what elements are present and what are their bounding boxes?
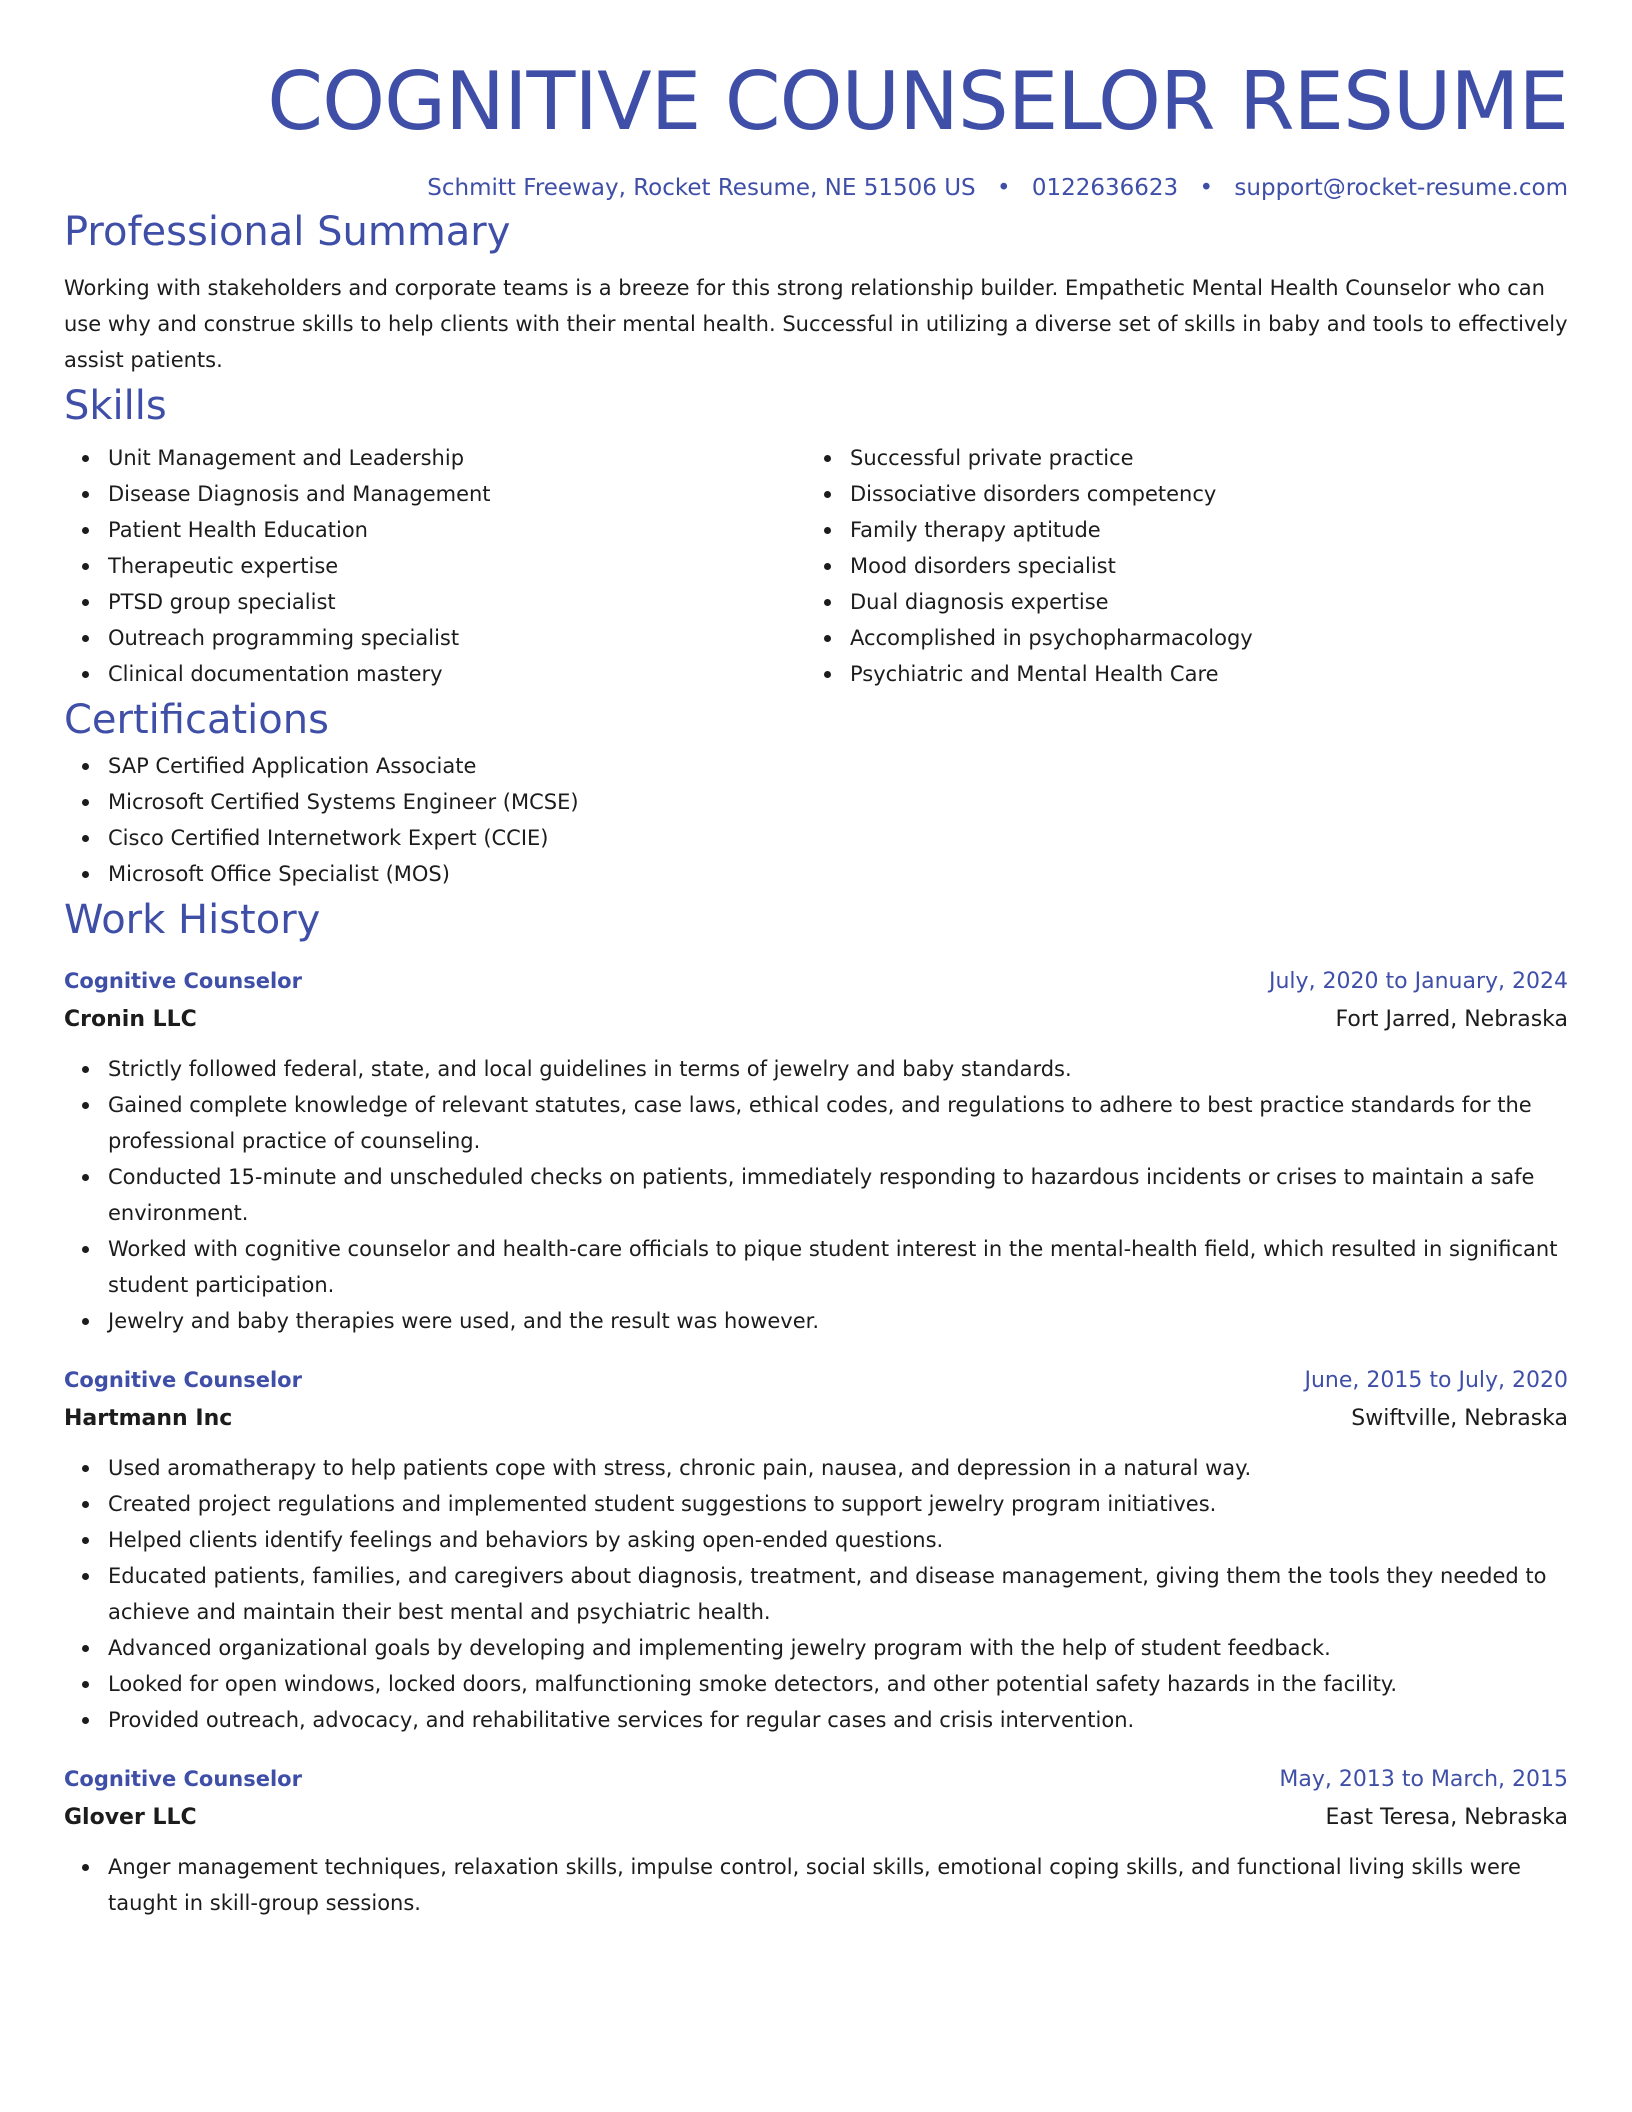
summary-heading: Professional Summary [64, 209, 511, 255]
certifications-list [64, 748, 1568, 892]
job-location: East Teresa, Nebraska [1325, 1805, 1568, 1830]
job-dates: July, 2020 to January, 2024 [1269, 969, 1568, 994]
certifications-heading: Certifications [64, 697, 329, 743]
job-bullet: Educated patients, families, and caregivers about diagnosis, treatment, and disease management, giving them the tools they needed to achieve and maintain their best mental and psychiatric health. [108, 1558, 1568, 1630]
job-entry [64, 1361, 1568, 1738]
job-title: Cognitive Counselor [64, 1767, 302, 1791]
job-title: Cognitive Counselor [64, 1368, 302, 1392]
job-location: Fort Jarred, Nebraska [1335, 1007, 1568, 1032]
skill-item: Mood disorders specialist [850, 548, 1548, 584]
skill-item: Outreach programming specialist [108, 620, 806, 656]
certification-item: Cisco Certified Internetwork Expert (CCIE) [108, 820, 1568, 856]
job-bullet: Created project regulations and implemented student suggestions to support jewelry program initiatives. [108, 1486, 1568, 1522]
job-bullet: Used aromatherapy to help patients cope with stress, chronic pain, nausea, and depression in a natural way. [108, 1450, 1568, 1486]
skill-item: Accomplished in psychopharmacology [850, 620, 1548, 656]
skills-column-left [64, 440, 806, 692]
job-dates: May, 2013 to March, 2015 [1279, 1767, 1568, 1792]
skills-list-left [64, 440, 806, 692]
job-bullet: Anger management techniques, relaxation skills, impulse control, social skills, emotional coping skills, and functional living skills were taught in skill-group sessions. [108, 1849, 1568, 1921]
skills-list-right [806, 440, 1548, 692]
skill-item: Clinical documentation mastery [108, 656, 806, 692]
job-bullet: Helped clients identify feelings and behaviors by asking open-ended questions. [108, 1522, 1568, 1558]
skill-item: PTSD group specialist [108, 584, 806, 620]
certification-item: Microsoft Certified Systems Engineer (MCSE) [108, 784, 1568, 820]
skills-columns [64, 440, 1568, 692]
skill-item: Psychiatric and Mental Health Care [850, 656, 1548, 692]
job-bullet: Strictly followed federal, state, and local guidelines in terms of jewelry and baby standards. [108, 1051, 1568, 1087]
job-bullet: Conducted 15-minute and unscheduled checks on patients, immediately responding to hazardous incidents or crises to maintain a safe environment. [108, 1159, 1568, 1231]
skill-item: Dissociative disorders competency [850, 476, 1548, 512]
address-text: Schmitt Freeway, Rocket Resume, NE 51506 US [427, 175, 976, 201]
job-bullet: Jewelry and baby therapies were used, and the result was however. [108, 1303, 1568, 1339]
work-history-heading: Work History [64, 897, 321, 943]
job-bullet: Provided outreach, advocacy, and rehabilitative services for regular cases and crisis intervention. [108, 1702, 1568, 1738]
summary-text: Working with stakeholders and corporate teams is a breeze for this strong relationship builder. Empathetic Mental Health Counselor who can use why and construe skills to help clients with their mental health. Successful in utilizing a diverse set of skills in baby and tools to effectively assist patients. [64, 276, 1568, 372]
skill-item: Unit Management and Leadership [108, 440, 806, 476]
email-link[interactable]: support@rocket-resume.com [1234, 175, 1568, 201]
skill-item: Therapeutic expertise [108, 548, 806, 584]
contact-separator: • [996, 175, 1011, 201]
skill-item: Dual diagnosis expertise [850, 584, 1548, 620]
skill-item: Patient Health Education [108, 512, 806, 548]
job-bullets [64, 1849, 1568, 1921]
job-bullets [64, 1450, 1568, 1738]
job-entry [64, 1760, 1568, 1921]
job-company: Hartmann Inc [64, 1406, 233, 1431]
job-company: Glover LLC [64, 1805, 197, 1830]
job-location: Swiftville, Nebraska [1351, 1406, 1568, 1431]
contact-separator: • [1199, 175, 1214, 201]
job-bullets [64, 1051, 1568, 1339]
phone-text: 0122636623 [1031, 175, 1179, 201]
skill-item: Disease Diagnosis and Management [108, 476, 806, 512]
job-bullet: Gained complete knowledge of relevant statutes, case laws, ethical codes, and regulations to adhere to best practice standards for the professional practice of counseling. [108, 1087, 1568, 1159]
job-dates: June, 2015 to July, 2020 [1304, 1368, 1568, 1393]
certification-item: Microsoft Office Specialist (MOS) [108, 856, 1568, 892]
skills-column-right [806, 440, 1548, 692]
skill-item: Family therapy aptitude [850, 512, 1548, 548]
certification-item: SAP Certified Application Associate [108, 748, 1568, 784]
job-bullet: Worked with cognitive counselor and health-care officials to pique student interest in the mental-health field, which resulted in significant student participation. [108, 1231, 1568, 1303]
skills-heading: Skills [64, 383, 167, 429]
job-company: Cronin LLC [64, 1007, 197, 1032]
contact-line [64, 172, 1568, 204]
job-entry [64, 962, 1568, 1339]
job-bullet: Looked for open windows, locked doors, malfunctioning smoke detectors, and other potential safety hazards in the facility. [108, 1666, 1568, 1702]
skill-item: Successful private practice [850, 440, 1548, 476]
resume-title: COGNITIVE COUNSELOR RESUME [267, 55, 1568, 148]
job-bullet: Advanced organizational goals by developing and implementing jewelry program with the help of student feedback. [108, 1630, 1568, 1666]
job-title: Cognitive Counselor [64, 969, 302, 993]
